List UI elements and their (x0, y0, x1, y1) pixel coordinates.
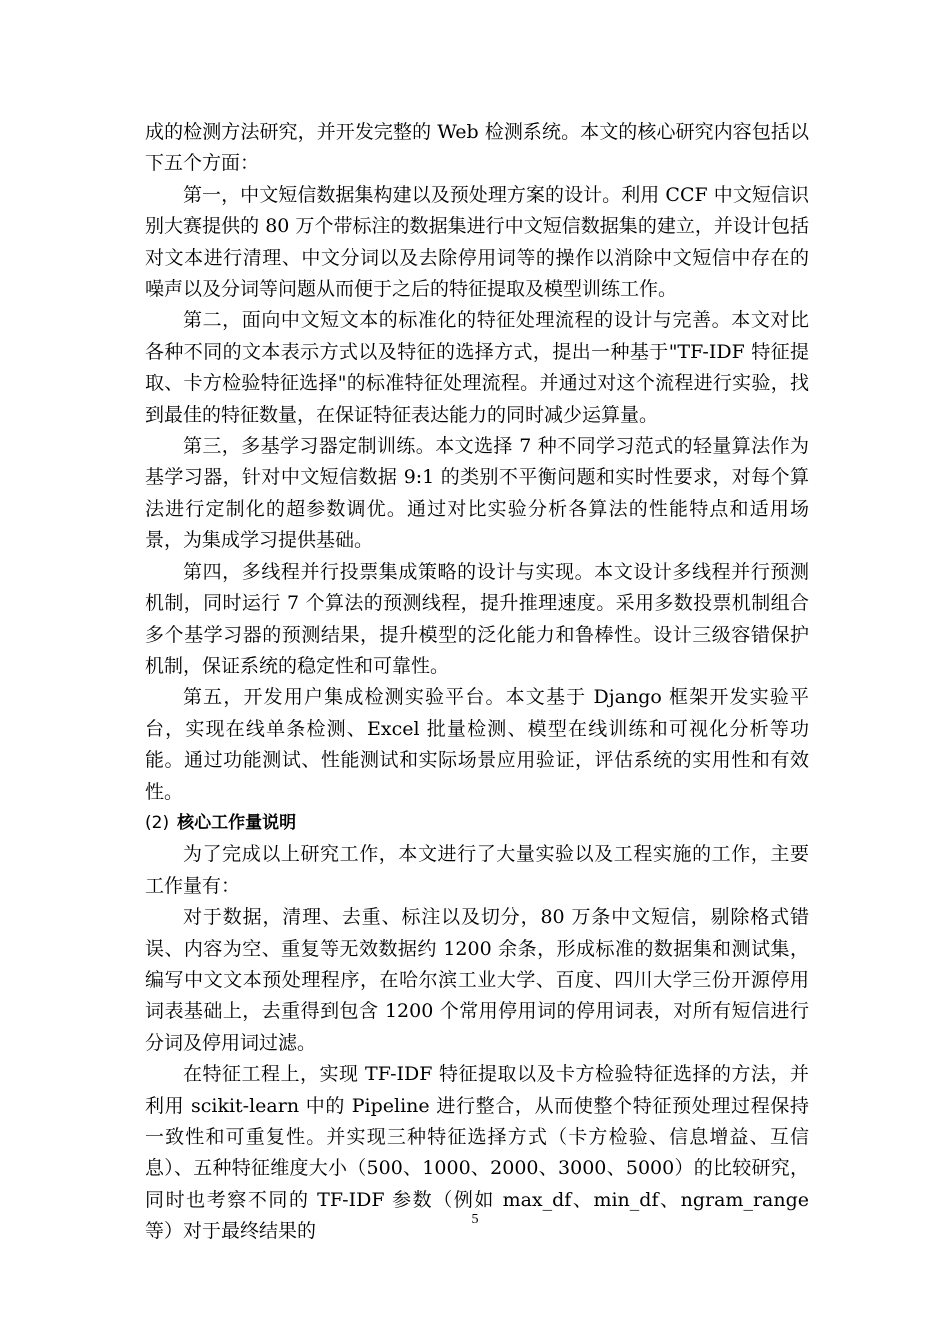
paragraph-workload-data: 对于数据，清理、去重、标注以及切分，80 万条中文短信，剔除格式错误、内容为空、重复等无效数据约 1200 余条，形成标准的数据集和测试集，编写中文文本预处理程序，在哈尔滨工业大学、百度、四川大学三份开源停用词表基础上，去重得到包含 1200 个常用停用词的停用词表，对所有短信进行分词及停用词过滤。 (145, 906, 809, 1054)
page-body (145, 117, 809, 1248)
paragraph-item-3: 第三，多基学习器定制训练。本文选择 7 种不同学习范式的轻量算法作为基学习器，针对中文短信数据 9:1 的类别不平衡问题和实时性要求，对每个算法进行定制化的超参数调优。通过对比实验分析各算法的性能特点和适用场景，为集成学习提供基础。 (145, 435, 809, 552)
section-heading (145, 808, 809, 839)
page-number: 5 (471, 1212, 479, 1227)
paragraph-item-5: 第五，开发用户集成检测实验平台。本文基于 Django 框架开发实验平台，实现在线单条检测、Excel 批量检测、模型在线训练和可视化分析等功能。通过功能测试、性能测试和实际场景应用验证，评估系统的实用性和有效性。 (145, 686, 809, 803)
paragraph-intro-continuation: 成的检测方法研究，并开发完整的 Web 检测系统。本文的核心研究内容包括以下五个方面： (145, 121, 809, 175)
paragraph-item-1: 第一，中文短信数据集构建以及预处理方案的设计。利用 CCF 中文短信识别大赛提供的 80 万个带标注的数据集进行中文短信数据集的建立，并设计包括对文本进行清理、中文分词以及去除停用词等的操作以消除中文短信中存在的噪声以及分词等问题从而便于之后的特征提取及模型训练工作。 (145, 183, 809, 301)
section-number: (2) (145, 812, 170, 833)
paragraph-item-2: 第二，面向中文短文本的标准化的特征处理流程的设计与完善。本文对比各种不同的文本表示方式以及特征的选择方式，提出一种基于"TF-IDF 特征提取、卡方检验特征选择"的标准特征处理流程。并通过对这个流程进行实验，找到最佳的特征数量，在保证特征表达能力的同时减少运算量。 (145, 309, 809, 426)
paragraph-workload-features: 在特征工程上，实现 TF-IDF 特征提取以及卡方检验特征选择的方法，并利用 scikit-learn 中的 Pipeline 进行整合，从而使整个特征预处理过程保持一致性和可重复性。并实现三种特征选择方式（卡方检验、信息增益、互信息）、五种特征维度大小（500、1000、2000、3000、5000）的比较研究，同时也考察不同的 TF-IDF 参数（例如 max_df、min_df、ngram_range 等）对于最终结果的 (145, 1063, 809, 1243)
section-title: 核心工作量说明 (177, 812, 297, 833)
paragraph-item-4: 第四，多线程并行投票集成策略的设计与实现。本文设计多线程并行预测机制，同时运行 7 个算法的预测线程，提升推理速度。采用多数投票机制组合多个基学习器的预测结果，提升模型的泛化能力和鲁棒性。设计三级容错保护机制，保证系统的稳定性和可靠性。 (145, 560, 809, 677)
paragraph-workload-intro: 为了完成以上研究工作，本文进行了大量实验以及工程实施的工作，主要工作量有： (145, 843, 809, 897)
